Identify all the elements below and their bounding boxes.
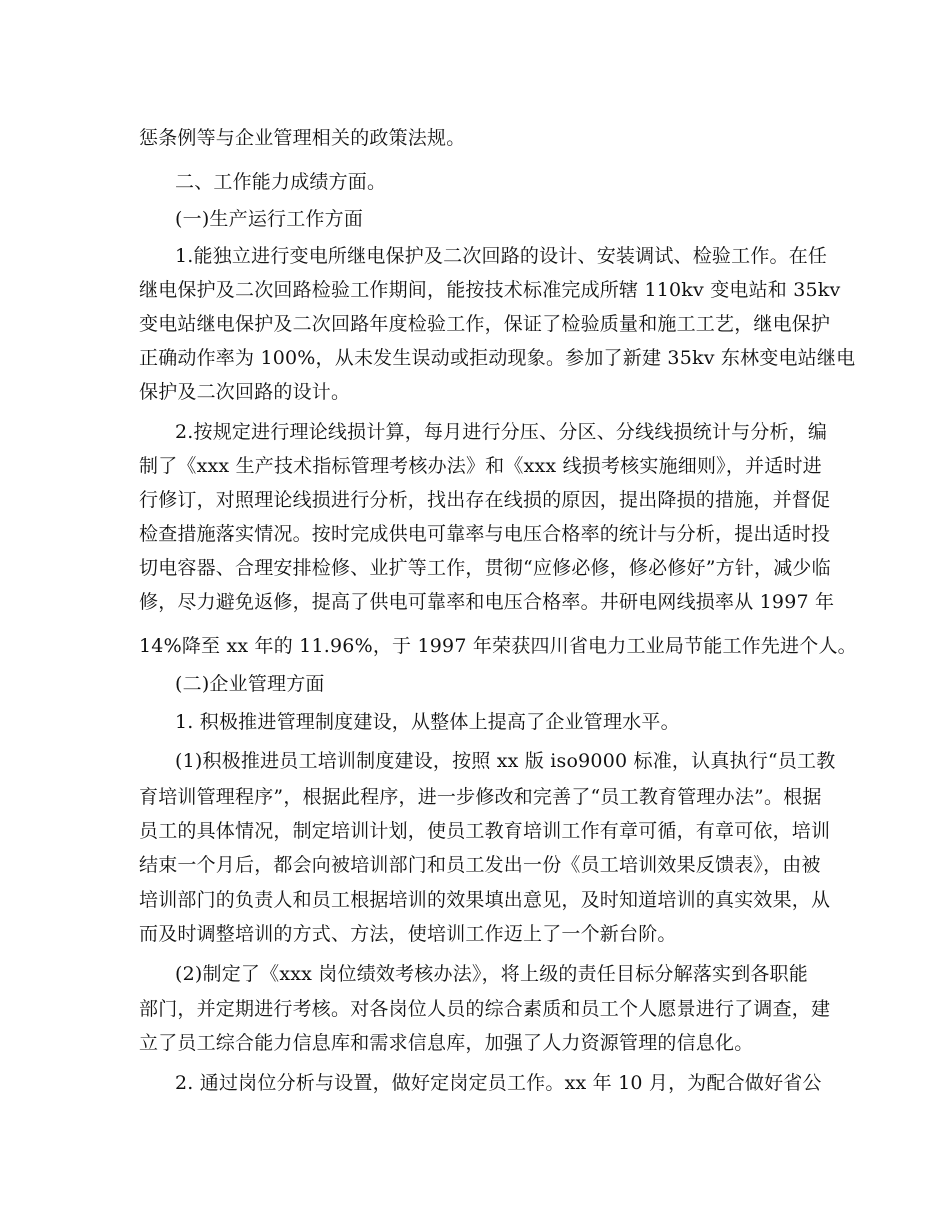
text-line: 2. 通过岗位分析与设置，做好定岗定员工作。xx 年 10 月，为配合做好省公: [175, 1072, 822, 1094]
text-line: 部门，并定期进行考核。对各岗位人员的综合素质和员工个人愿景进行了调查，建: [139, 998, 831, 1020]
text-line: 育培训管理程序”，根据此程序，进一步修改和完善了“员工教育管理办法”。根据: [139, 786, 822, 808]
text-line: (2)制定了《xxx 岗位绩效考核办法》，将上级的责任目标分解落实到各职能: [175, 963, 809, 985]
text-line: 结束一个月后，都会向被培训部门和员工发出一份《员工培训效果反馈表》，由被: [139, 854, 821, 876]
text-line: 继电保护及二次回路检验工作期间，能按技术标准完成所辖 110kv 变电站和 35kv: [139, 279, 841, 301]
text-line: 正确动作率为 100%，从未发生误动或拒动现象。参加了新建 35kv 东林变电站继电: [139, 347, 856, 369]
text-line: 切电容器、合理安排检修、业扩等工作，贯彻“应修必修，修必修好”方针，减少临: [139, 557, 831, 579]
text-line: 保护及二次回路的设计。: [139, 381, 351, 403]
text-line: 修，尽力避免返修，提高了供电可靠率和电压合格率。井研电网线损率从 1997 年: [139, 591, 835, 613]
subsection-heading: (二)企业管理方面: [175, 673, 325, 695]
subsection-heading: (一)生产运行工作方面: [175, 208, 364, 230]
text-line: 检查措施落实情况。按时完成供电可靠率与电压合格率的统计与分析，提出适时投: [139, 523, 831, 545]
text-line: 1.能独立进行变电所继电保护及二次回路的设计、安装调试、检验工作。在任: [175, 245, 828, 267]
text-line: 2.按规定进行理论线损计算，每月进行分压、分区、分线线损统计与分析，编: [175, 421, 828, 443]
text-line: 员工的具体情况，制定培训计划，使员工教育培训工作有章可循，有章可依，培训: [139, 820, 831, 842]
text-line: (1)积极推进员工培训制度建设，按照 xx 版 iso9000 标准，认真执行“员工教: [175, 750, 836, 772]
text-line: 而及时调整培训的方式、方法，使培训工作迈上了一个新台阶。: [139, 923, 677, 945]
text-line: 制了《xxx 生产技术指标管理考核办法》和《xxx 线损考核实施细则》，并适时进: [139, 455, 822, 477]
text-line: 变电站继电保护及二次回路年度检验工作，保证了检验质量和施工工艺，继电保护: [139, 313, 831, 335]
text-line: 1. 积极推进管理制度建设，从整体上提高了企业管理水平。: [175, 711, 680, 733]
text-line: 14%降至 xx 年的 11.96%，于 1997 年荣获四川省电力工业局节能工作先进个人。: [139, 635, 857, 657]
text-line: 行修订，对照理论线损进行分析，找出存在线损的原因，提出降损的措施，并督促: [139, 489, 831, 511]
section-heading: 二、工作能力成绩方面。: [175, 171, 387, 193]
text-line: 惩条例等与企业管理相关的政策法规。: [139, 127, 466, 149]
text-line: 培训部门的负责人和员工根据培训的效果填出意见，及时知道培训的真实效果，从: [139, 889, 831, 911]
text-line: 立了员工综合能力信息库和需求信息库，加强了人力资源管理的信息化。: [139, 1032, 754, 1054]
